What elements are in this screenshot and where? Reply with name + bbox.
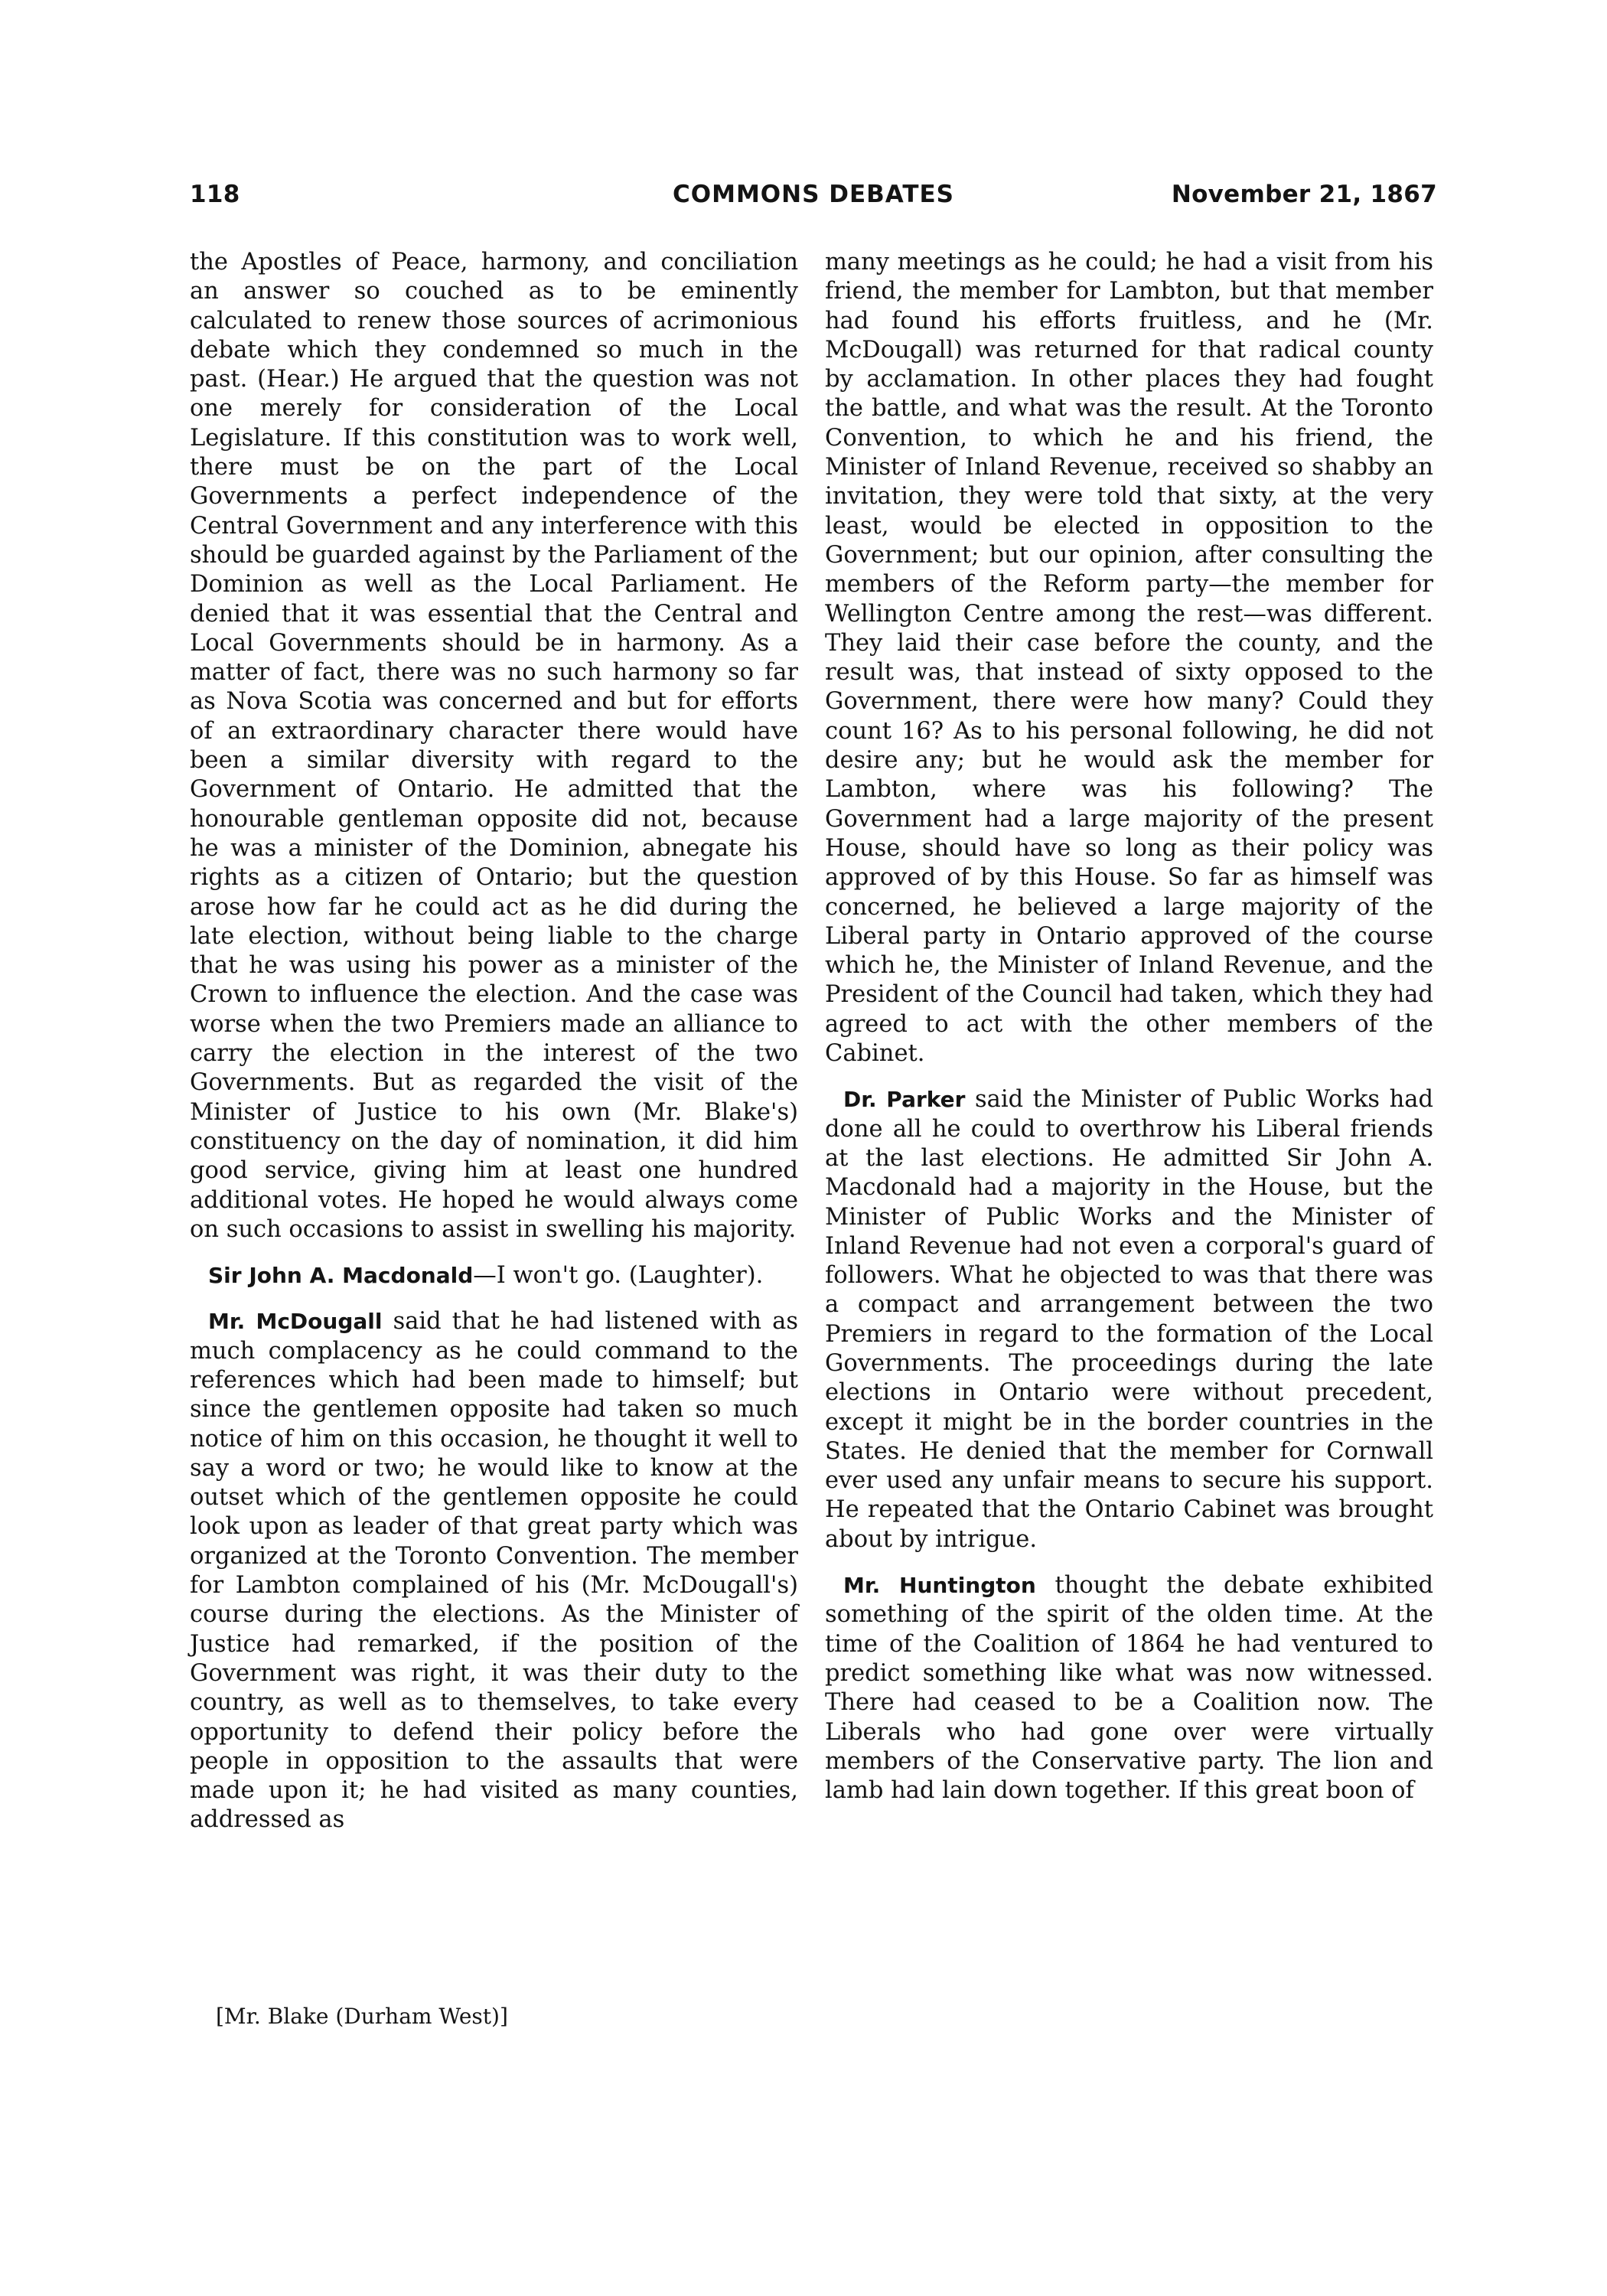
page-date: November 21, 1867: [1171, 181, 1437, 208]
paragraph: [190, 1307, 798, 1835]
speaker-name: Sir John A. Macdonald: [208, 1263, 474, 1289]
speech-text: thought the debate exhibited something of the spirit of the olden time. At the time of the Coalition of 1864 he had ventured to predict something like what was now witnessed. There had ceased to be a Coalition now. The Liberals who had gone over were virtually members of the Conservative party. The lion and lamb had lain down together. If this great boon of: [825, 1572, 1433, 1805]
speaker-name: Dr. Parker: [843, 1087, 966, 1113]
paragraph: many meetings as he could; he had a visit from his friend, the member for Lambton, but that member had found his efforts fruitless, and he (Mr. McDougall) was returned for that radical county by acclamation. In other places they had fought the battle, and what was the result. At the Toronto Convention, to which he and his friend, the Minister of Inland Revenue, received so shabby an invitation, they were told that sixty, at the very least, would be elected in opposition to the Government; but our opinion, after consulting the members of the Reform party—the member for Wellington Centre among the rest—was different. They laid their case before the county, and the result was, that instead of sixty opposed to the Government, there were how many? Could they count 16? As to his personal following, he did not desire any; but he would ask the member for Lambton, where was his following? The Government had a large majority of the present House, should have so long as their policy was approved of by this House. So far as himself was concerned, he believed a large majority of the Liberal party in Ontario approved of the course which he, the Minister of Inland Revenue, and the President of the Council had taken, which they had agreed to act with the other members of the Cabinet.: [825, 249, 1433, 1068]
paragraph: the Apostles of Peace, harmony, and conciliation an answer so couched as to be eminently calculated to renew those sources of acrimonious debate which they condemned so much in the past. (Hear.) He argued that the question was not one merely for consideration of the Local Legislature. If this constitution was to work well, there must be on the part of the Local Governments a perfect independence of the Central Government and any interference with this should be guarded against by the Parliament of the Dominion as well as the Local Parliament. He denied that it was essential that the Central and Local Governments should be in harmony. As a matter of fact, there was no such harmony so far as Nova Scotia was concerned and but for efforts of an extraordinary character there would have been a similar diversity with regard to the Government of Ontario. He admitted that the honourable gentleman opposite did not, because he was a minister of the Dominion, abnegate his rights as a citizen of Ontario; but the question arose how far he could act as he did during the late election, without being liable to the charge that he was using his power as a minister of the Crown to influence the election. And the case was worse when the two Premiers made an alliance to carry the election in the interest of the two Governments. But as regarded the visit of the Minister of Justice to his own (Mr. Blake's) constituency on the day of nomination, it did him good service, giving him at least one hundred additional votes. He hoped he would always come on such occasions to assist in swelling his majority.: [190, 249, 798, 1243]
paragraph: [190, 1261, 798, 1290]
speaker-name: Mr. McDougall: [208, 1309, 383, 1335]
left-column: [190, 248, 798, 1852]
speaker-name: Mr. Huntington: [843, 1573, 1036, 1599]
speaker-footer-note: [Mr. Blake (Durham West)]: [216, 2004, 508, 2029]
paragraph: [825, 1571, 1433, 1805]
page-number: 118: [190, 181, 240, 208]
page-header: [190, 181, 1437, 217]
paragraph: [825, 1085, 1433, 1554]
right-column: [825, 248, 1433, 1822]
publication-title: COMMONS DEBATES: [673, 181, 954, 208]
speech-text: said the Minister of Public Works had done all he could to overthrow his Liberal friends at the last elections. He admitted Sir John A. Macdonald had a majority in the House, but the Minister of Public Works and the Minister of Inland Revenue had not even a corporal's guard of followers. What he objected to was that there was a compact and arrangement between the two Premiers in regard to the formation of the Local Governments. The proceedings during the late elections in Ontario were without precedent, except it might be in the border countries in the States. He denied that the member for Cornwall ever used any unfair means to secure his support. He repeated that the Ontario Cabinet was brought about by intrigue.: [825, 1086, 1433, 1553]
speech-text: —I won't go. (Laughter).: [473, 1262, 764, 1290]
speech-text: said that he had listened with as much complacency as he could command to the references which had been made to himself; but since the gentlemen opposite had taken so much notice of him on this occasion, he thought it well to say a word or two; he would like to know at the outset which of the gentlemen opposite he could look upon as leader of that great party which was organized at the Toronto Convention. The member for Lambton complained of his (Mr. McDougall's) course during the elections. As the Minister of Justice had remarked, if the position of the Government was right, it was their duty to the country, as well as to themselves, to take every opportunity to defend their policy before the people in opposition to the assaults that were made upon it; he had visited as many counties, addressed as: [190, 1308, 798, 1834]
